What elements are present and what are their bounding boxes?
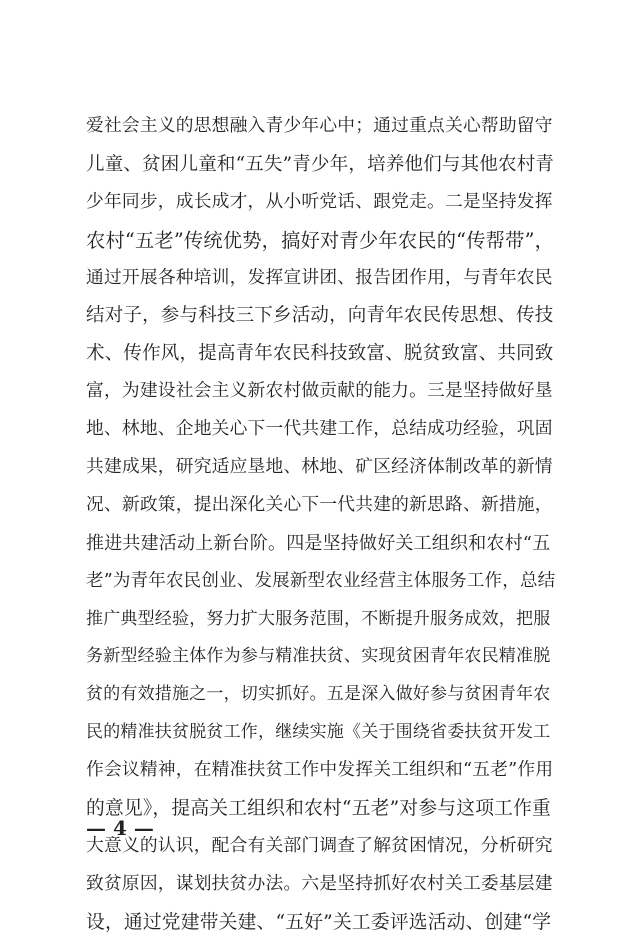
text-line: 务新型经验主体作为参与精准扶贫、实现贫困青年农民精准脱	[86, 646, 551, 667]
page-number: — 4 —	[86, 816, 154, 840]
text-line: 爱社会主义的思想融入青少年心中；通过重点关心帮助留守	[86, 116, 553, 136]
text-line: 结对子，参与科技三下乡活动，向青年农民传思想、传技	[86, 305, 554, 327]
text-line: 设，通过党建带关建、“五好”关工委评选活动、创建“学	[86, 911, 552, 933]
text-line: 作会议精神，在精准扶贫工作中发挥关工组织和“五老”作用	[86, 760, 554, 781]
text-line: 贫的有效措施之一，切实抓好。五是深入做好参与贫困青年农	[86, 684, 551, 705]
text-line: 民的精准扶贫脱贫工作，继续实施《关于围绕省委扶贫开发工	[86, 722, 551, 743]
text-line: 术、传作风，提高青年农民科技致富、脱贫致富、共同致	[86, 343, 554, 365]
text-line: 少年同步，成长成才，从小听党话、跟党走。二是坚持发挥	[86, 191, 553, 212]
text-line: 老”为青年农民创业、发展新型农业经营主体服务工作，总结	[86, 570, 556, 591]
text-line: 儿童、贫困儿童和“五失”青少年，培养他们与其他农村青	[86, 153, 555, 175]
text-line: 富，为建设社会主义新农村做贡献的能力。三是坚持做好垦	[86, 381, 553, 402]
text-line: 通过开展各种培训，发挥宣讲团、报告团作用，与青年农民	[86, 267, 553, 288]
text-line: 农村“五老”传统优势，搞好对青少年农民的“传帮带”，	[86, 228, 555, 252]
text-line: 共建成果，研究适应垦地、林地、矿区经济体制改革的新情	[86, 457, 553, 478]
text-line: 地、林地、企地关心下一代共建工作，总结成功经验，巩固	[86, 419, 553, 440]
body-text	[86, 108, 556, 942]
text-line: 推进共建活动上新台阶。四是坚持做好关工组织和农村“五	[86, 532, 551, 554]
text-line: 况、新政策，提出深化关心下一代共建的新思路、新措施，	[86, 494, 553, 515]
text-line: 致贫原因，谋划扶贫办法。六是坚持抓好农村关工委基层建	[86, 873, 553, 894]
text-line: 的意见》，提高关工组织和农村“五老”对参与这项工作重	[86, 798, 551, 820]
text-line: 大意义的认识，配合有关部门调查了解贫困情况，分析研究	[86, 835, 553, 856]
text-line: 推广典型经验，努力扩大服务范围，不断提升服务成效，把服	[86, 608, 551, 629]
